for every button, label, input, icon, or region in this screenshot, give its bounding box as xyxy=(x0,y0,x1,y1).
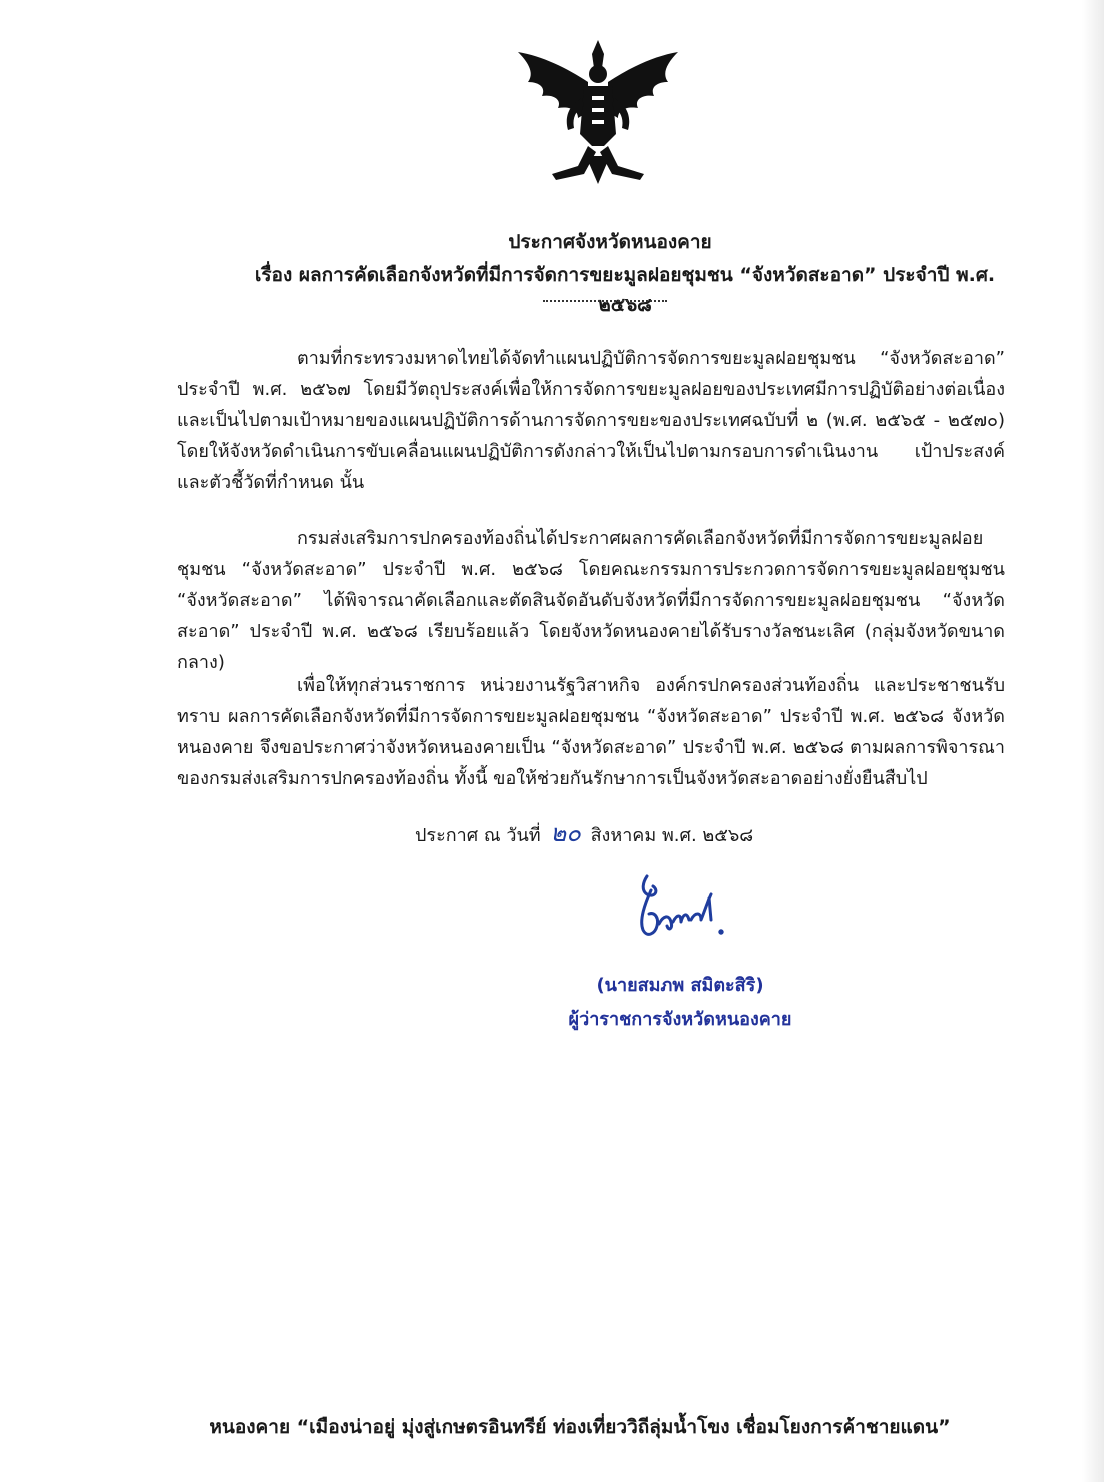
document-subject: เรื่อง ผลการคัดเลือกจังหวัดที่มีการจัดการขยะมูลฝอยชุมชน “จังหวัดสะอาด” ประจำปี พ.ศ. ๒๕๖๘ xyxy=(254,264,996,316)
handwritten-signature-icon xyxy=(625,868,745,948)
body-paragraph-1: ตามที่กระทรวงมหาดไทยได้จัดทำแผนปฏิบัติการจัดการขยะมูลฝอยชุมชน “จังหวัดสะอาด” ประจำปี พ.ศ. ๒๕๖๗ โดยมีวัตถุประสงค์เพื่อให้การจัดการขยะมูลฝอยของประเทศมีการปฏิบัติอย่างต่อเนื่อง และเป็นไปตามเป้าหมายของแผนปฏิบัติการด้านการจัดการขยะของประเทศฉบับที่ ๒ (พ.ศ. ๒๕๖๕ - ๒๕๗๐) โดยให้จังหวัดดำเนินการขับเคลื่อนแผนปฏิบัติการดังกล่าวให้เป็นไปตามกรอบการดำเนินงาน เป้าประสงค์ และตัวชี้วัดที่กำหนด นั้น xyxy=(177,348,1005,493)
document-header xyxy=(120,228,1020,320)
footer-slogan: หนองคาย “เมืองน่าอยู่ มุ่งสู่เกษตรอินทรีย์ ท่องเที่ยววิถีลุ่มน้ำโขง เชื่อมโยงการค้าชายแดน” xyxy=(209,1416,951,1438)
announcement-day: ๒๐ xyxy=(550,819,581,847)
page-edge-shadow xyxy=(1082,0,1104,1482)
signatory-position: ผู้ว่าราชการจังหวัดหนองคาย xyxy=(568,1009,792,1030)
signatory-block xyxy=(545,970,815,1036)
body-paragraph-2: กรมส่งเสริมการปกครองท้องถิ่นได้ประกาศผลการคัดเลือกจังหวัดที่มีการจัดการขยะมูลฝอยชุมชน “จังหวัดสะอาด” ประจำปี พ.ศ. ๒๕๖๘ โดยคณะกรรมการประกวดการจัดการขยะมูลฝอยชุมชน “จังหวัดสะอาด” ได้พิจารณาคัดเลือกและตัดสินจัดอันดับจังหวัดที่มีการจัดการขยะมูลฝอยชุมชน “จังหวัดสะอาด” ประจำปี พ.ศ. ๒๕๖๘ เรียบร้อยแล้ว โดยจังหวัดหนองคายได้รับรางวัลชนะเลิศ (กลุ่มจังหวัดขนาดกลาง) xyxy=(177,528,1005,673)
body-paragraph-3: เพื่อให้ทุกส่วนราชการ หน่วยงานรัฐวิสาหกิจ องค์กรปกครองส่วนท้องถิ่น และประชาชนรับทราบ ผลการคัดเลือกจังหวัดที่มีการจัดการขยะมูลฝอยชุมชน “จังหวัดสะอาด” ประจำปี พ.ศ. ๒๕๖๘ จังหวัดหนองคาย จึงขอประกาศว่าจังหวัดหนองคายเป็น “จังหวัดสะอาด” ประจำปี พ.ศ. ๒๕๖๘ ตามผลการพิจารณา ของกรมส่งเสริมการปกครองท้องถิ่น ทั้งนี้ ขอให้ช่วยกันรักษาการเป็นจังหวัดสะอาดอย่างยั่งยืนสืบไป xyxy=(177,675,1005,789)
announcement-prefix: ประกาศ ณ วันที่ xyxy=(415,825,541,846)
document-title: ประกาศจังหวัดหนองคาย xyxy=(508,231,712,253)
announcement-suffix: สิงหาคม พ.ศ. ๒๕๖๘ xyxy=(590,825,754,846)
signatory-name: (นายสมภพ สมิตะสิริ) xyxy=(596,975,764,996)
garuda-emblem-icon xyxy=(512,38,684,188)
announcement-date xyxy=(415,818,753,851)
dotted-divider xyxy=(543,300,667,302)
